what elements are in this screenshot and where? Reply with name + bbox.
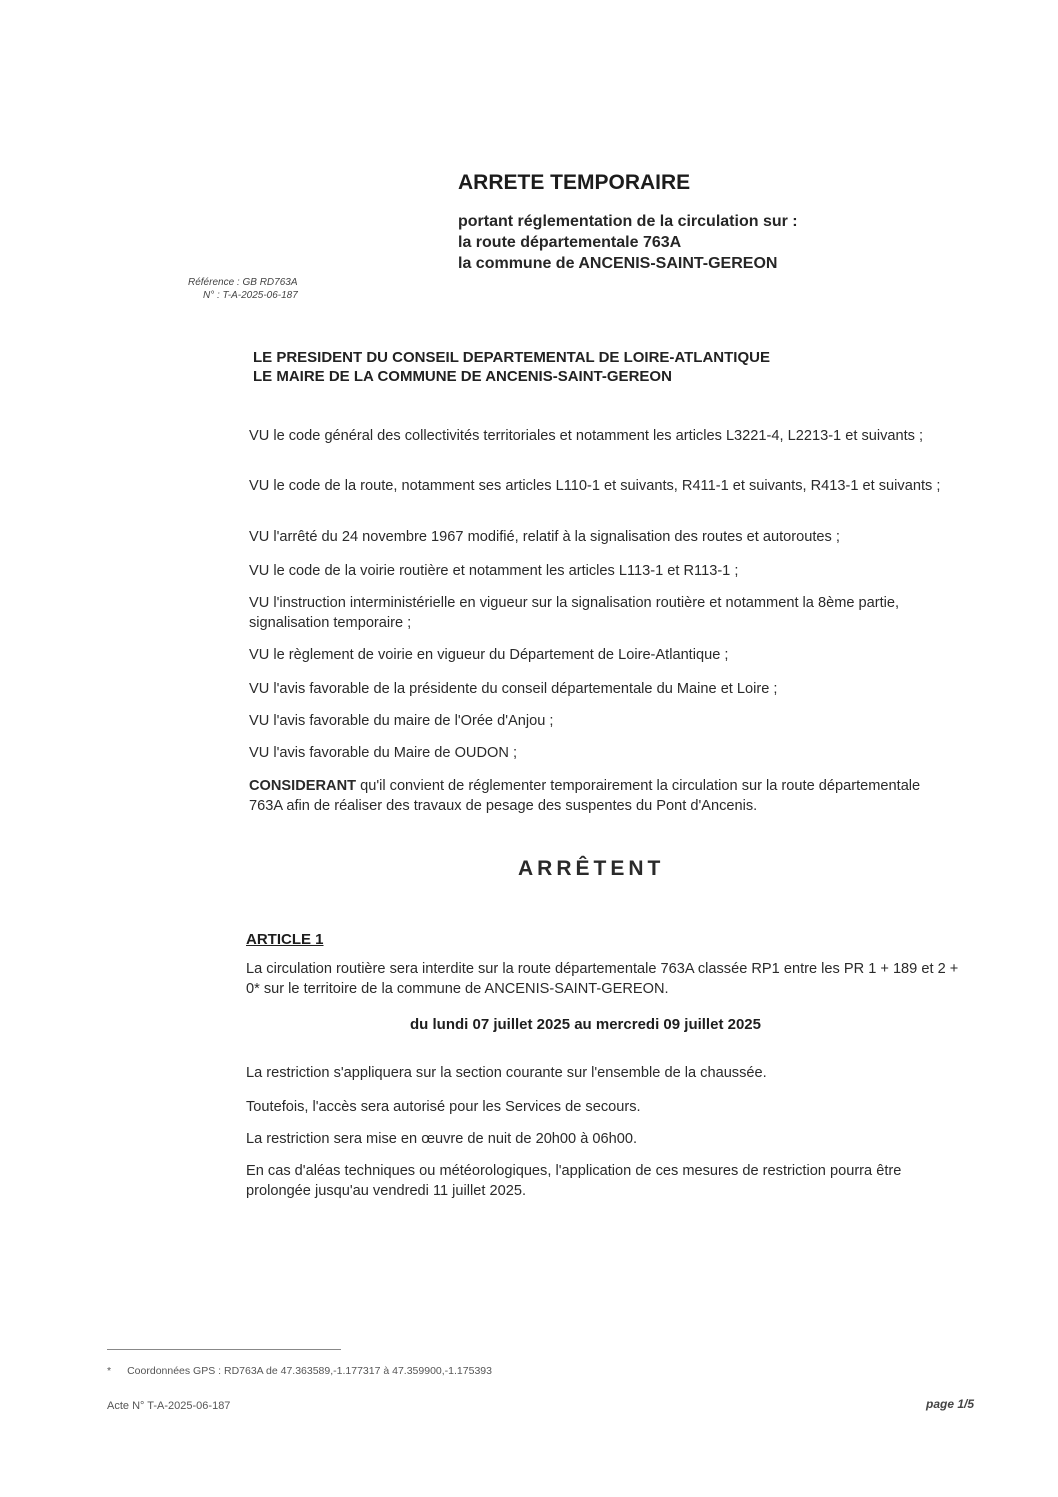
footnote [107,1365,492,1377]
reference-code: Référence : GB RD763A [188,277,298,288]
visa-avis-oree-anjou: VU l'avis favorable du maire de l'Orée d'Anjou ; [249,713,554,729]
visa-avis-maine-loire: VU l'avis favorable de la présidente du conseil départementale du Maine et Loire ; [249,681,778,697]
article-1-dates: du lundi 07 juillet 2025 au mercredi 09 juillet 2025 [410,1016,761,1033]
acte-number: Acte N° T-A-2025-06-187 [107,1400,231,1412]
visa-instruction: VU l'instruction interministérielle en vigueur sur la signalisation routière et notamment la 8ème partie, signalisation temporaire ; [249,595,900,631]
article-1-paragraph-3: La restriction sera mise en œuvre de nuit de 20h00 à 06h00. [246,1131,638,1147]
article-1-paragraph-4: En cas d'aléas techniques ou météorologiques, l'application de ces mesures de restriction pourra être prolongée jusqu'au vendredi 11 juillet 2025. [246,1163,902,1199]
visa-cgct: VU le code général des collectivités territoriales et notamment les articles L3221-4, L2213-1 et suivants ; [249,428,924,444]
footnote-separator [107,1349,341,1350]
footnote-marker: * [107,1365,112,1377]
article-1-paragraph-1: La restriction s'appliquera sur la section courante sur l'ensemble de la chaussée. [246,1065,767,1081]
subtitle-line-1: portant réglementation de la circulation sur : [458,213,798,230]
document-title: ARRETE TEMPORAIRE [458,171,691,194]
authority-mayor: LE MAIRE DE LA COMMUNE DE ANCENIS-SAINT-GEREON [253,368,672,385]
visa-code-route: VU le code de la route, notamment ses articles L110-1 et suivants, R411-1 et suivants, R413-1 et suivants ; [249,478,941,494]
visa-arrete-1967: VU l'arrêté du 24 novembre 1967 modifié, relatif à la signalisation des routes et autoroutes ; [249,529,840,545]
visa-code-voirie: VU le code de la voirie routière et notamment les articles L113-1 et R113-1 ; [249,563,739,579]
considerant [249,776,939,816]
subtitle-line-2: la route départementale 763A [458,234,682,251]
decision-heading: ARRÊTENT [518,857,665,880]
considerant-label: CONSIDERANT [249,778,357,794]
article-1-title: ARTICLE 1 [246,931,324,948]
subtitle-line-3: la commune de ANCENIS-SAINT-GEREON [458,255,778,272]
considerant-text: qu'il convient de réglementer temporairement la circulation sur la route départementale 763A afin de réaliser des travaux de pesage des suspentes du Pont d'Ancenis. [249,778,921,814]
article-1-paragraph-2: Toutefois, l'accès sera autorisé pour les Services de secours. [246,1099,641,1115]
visa-reglement-voirie: VU le règlement de voirie en vigueur du Département de Loire-Atlantique ; [249,647,729,663]
authority-president: LE PRESIDENT DU CONSEIL DEPARTEMENTAL DE LOIRE-ATLANTIQUE [253,349,770,366]
visa-avis-oudon: VU l'avis favorable du Maire de OUDON ; [249,745,518,761]
reference-number: N° : T-A-2025-06-187 [203,290,298,301]
article-1-intro: La circulation routière sera interdite sur la route départementale 763A classée RP1 entre les PR 1 + 189 et 2 + 0* sur le territoire de la commune de ANCENIS-SAINT-GEREON. [246,961,959,997]
footnote-text: Coordonnées GPS : RD763A de 47.363589,-1.177317 à 47.359900,-1.175393 [127,1365,492,1377]
page-number: page 1/5 [926,1397,975,1411]
